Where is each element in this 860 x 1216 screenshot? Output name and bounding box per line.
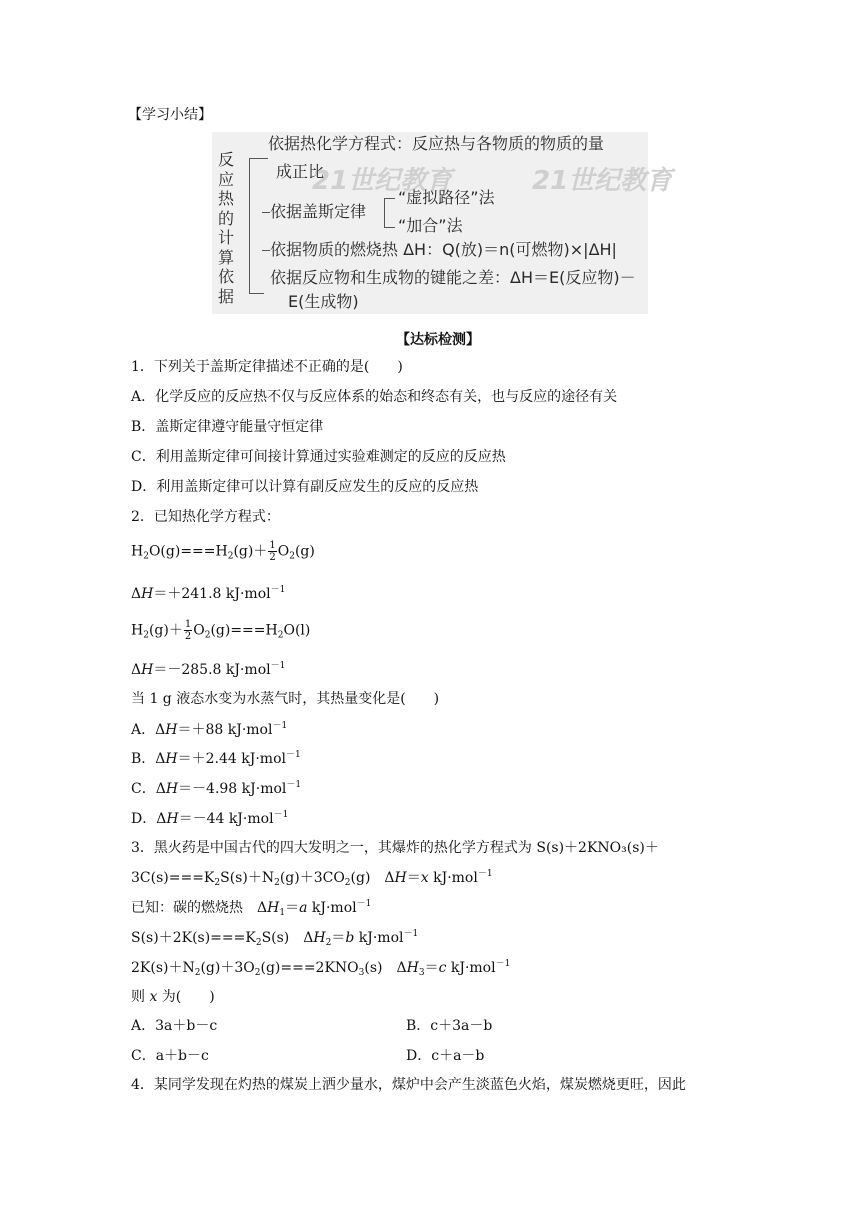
q2-stem: 2．已知热化学方程式： [131,509,280,525]
q3-given-label: 已知：碳的燃烧热 [131,900,243,916]
q2-option-d: D．ΔH＝－44 kJ·mol$^{-1}$ [131,810,289,827]
q2-option-c-value: －4.98 kJ·mol [192,781,287,797]
item4-line1: 依据反应物和生成物的键能之差：ΔH＝E(反应物)－ [270,268,636,287]
section-title-test: 【达标检测】 [396,332,480,348]
q2-equation-1: $H_2O(g)===H_2(g)+$ $\frac{1}{2}$ $O_2(g)$ [131,540,315,563]
q3-option-a: A．3a＋b－c [131,1018,218,1034]
q3-option-c: C．a＋b－c [131,1048,209,1064]
q4-stem: 4．某同学发现在灼热的煤炭上洒少量水，煤炉中会产生淡蓝色火焰，煤炭燃烧更旺，因此 [131,1077,686,1093]
branch-3 [262,250,270,251]
item2-sub1: “虚拟路径”法 [398,188,495,207]
item3: 依据物质的燃烧热 ΔH：Q(放)＝n(可燃物)×|ΔH| [270,240,617,259]
q1-option-c: C．利用盖斯定律可间接计算通过实验难测定的反应的反应热 [131,449,506,465]
q3-given-2: $S(s)+2K(s)===K_2S(s)$ $\Delta H_2=b$ kJ·mol$^{-1}$ [131,929,419,948]
branch-1 [264,158,268,159]
q3-ask-suffix: 为( ) [157,989,215,1005]
q2-option-d-value: －44 kJ·mol [192,811,274,827]
section-title-summary: 【学习小结】 [128,107,212,123]
q2-option-b: B．ΔH＝＋2.44 kJ·mol$^{-1}$ [131,750,301,767]
watermark: 21世纪教育 [312,166,453,196]
q3-given-1: 已知：碳的燃烧热 $\Delta H_1=a$ kJ·mol$^{-1}$ [131,899,372,918]
q3-stem: 3．黑火药是中国古代的四大发明之一，其爆炸的热化学方程式为 S(s)＋2KNO₃(s)＋ [131,840,659,856]
q3-ask-prefix: 则 [131,989,150,1005]
item2-sub2: “加合”法 [398,216,463,235]
q3-option-d: D．c＋a－b [406,1048,485,1064]
q2-option-a-value: ＋88 kJ·mol [191,722,273,738]
item1-line1: 依据热化学方程式：反应热与各物质的物质的量 [268,134,605,153]
q1-option-d: D．利用盖斯定律可以计算有副反应发生的反应的反应热 [131,479,479,495]
q2-option-b-value: ＋2.44 kJ·mol [191,751,286,767]
q1-option-b: B．盖斯定律遵守能量守恒定律 [131,419,324,435]
item4-line2: E(生成物) [288,292,359,311]
q2-dh-2: ΔH＝－285.8 kJ·mol$^{-1}$ [131,661,286,678]
q2-dh-1-value: ＋241.8 kJ·mol [167,586,271,602]
item2: 依据盖斯定律 [270,202,367,221]
q2-question: 当 1 g 液态水变为水蒸气时，其热量变化是( ) [131,691,440,707]
main-bracket [249,158,264,294]
sub-bracket [384,198,395,228]
q3-option-b: B．c＋3a－b [406,1018,493,1034]
summary-diagram [212,132,673,314]
branch-2 [262,212,270,213]
q2-equation-2: $H_2(g)+$ $\frac{1}{2}$ $O_2(g)===H_2O(l)$ [131,619,311,642]
q1-stem: 1．下列关于盖斯定律描述不正确的是( ) [131,359,403,375]
q2-option-c: C．ΔH＝－4.98 kJ·mol$^{-1}$ [131,780,302,797]
q2-dh-2-value: －285.8 kJ·mol [167,662,271,678]
q2-option-a: A．ΔH＝＋88 kJ·mol$^{-1}$ [131,721,288,738]
watermark-2: 21世纪教育 [532,166,673,196]
q2-dh-1: ΔH＝＋241.8 kJ·mol$^{-1}$ [131,585,286,602]
diagram-root-label: 反 应 热 的 计 算 依 据 [217,150,234,306]
item1-line2: 成正比 [276,162,325,181]
q1-option-a: A．化学反应的反应热不仅与反应体系的始态和终态有关，也与反应的途径有关 [131,389,618,405]
q3-equation: $3C(s)===K_2S(s)+N_2(g)+3CO_2(g)$ ΔH＝x kJ·mol$^{-1}$ [131,869,493,888]
q3-ask: 则 x 为( ) [131,989,215,1005]
q3-given-3: $2K(s)+N_2(g)+3O_2(g)===2KNO_3(s)$ $\Delta H_3=c$ kJ·mol$^{-1}$ [131,959,511,978]
